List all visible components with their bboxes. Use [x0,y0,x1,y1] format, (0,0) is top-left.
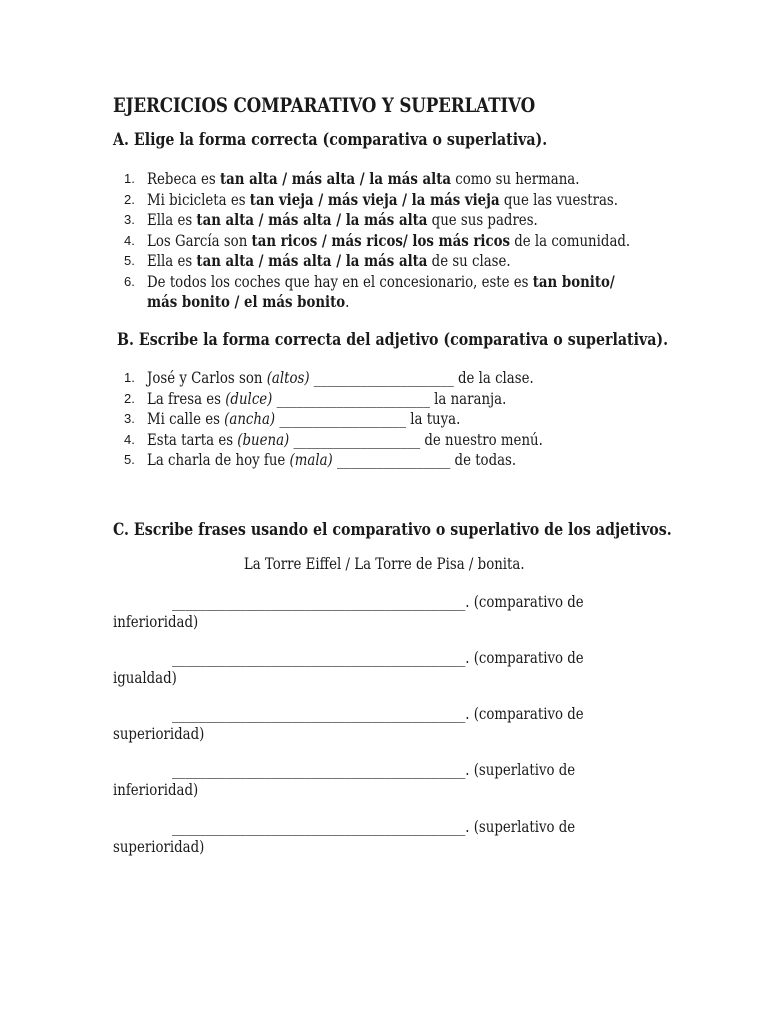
sentence-line: ____________________________________________. (superlativo de [172,818,576,836]
item-number: 4. [124,232,135,248]
section-b-heading: B. Escribe la forma correcta del adjetivo (comparativa o superlativa). [117,330,669,349]
item-text: La charla de hoy fue (mala) _________________ de todas. [147,451,517,469]
item-number: 2. [124,191,135,207]
answer-blank[interactable]: ____________________________________________ [172,593,466,611]
adjective-hint: (altos) [266,369,310,387]
adjective-hint: (dulce) [225,389,273,408]
item-text: Los García son tan ricos / más ricos/ los más ricos de la comunidad. [147,230,631,250]
sentence-line: ____________________________________________. (comparativo de [172,593,584,611]
item-text: Esta tarta es (buena) ___________________ de nuestro menú. [147,430,543,449]
sentence-line: ____________________________________________. (comparativo de [172,705,584,723]
item-number: 2. [124,390,135,406]
answer-blank[interactable]: _________________ [332,451,455,469]
sentence-line: ____________________________________________. (comparativo de [172,649,584,667]
answer-options: tan alta / más alta / la más alta [196,210,428,229]
adjective-hint: (mala) [289,451,333,469]
section-c-heading: C. Escribe frases usando el comparativo o superlativo de los adjetivos. [113,520,672,539]
item-number: 3. [124,212,135,227]
answer-blank[interactable]: ____________________________________________ [172,818,466,836]
item-number: 5. [124,253,135,268]
adjective-hint: (buena) [237,430,290,449]
item-number: 1. [124,370,135,385]
sentence-type: igualdad) [113,669,177,687]
item-text: José y Carlos son (altos) _____________________ de la clase. [147,369,534,387]
answer-blank[interactable]: ____________________________________________ [172,761,466,779]
answer-blank[interactable]: ____________________________________________ [172,649,466,667]
answer-options: tan alta / más alta / la más alta [196,251,428,270]
worksheet-title: EJERCICIOS COMPARATIVO Y SUPERLATIVO [113,94,536,117]
sentence-line: ____________________________________________. (superlativo de [172,761,576,779]
sentence-type: superioridad) [113,725,205,743]
answer-blank[interactable]: _______________________ [272,389,435,408]
section-a-heading: A. Elige la forma correcta (comparativa o superlativa). [113,130,548,149]
item-text: Mi calle es (ancha) ___________________ la tuya. [147,410,461,428]
answer-blank[interactable]: _____________________ [309,369,458,387]
item-text: De todos los coches que hay en el concesionario, este es tan bonito/ [147,271,615,291]
answer-options: tan alta / más alta / la más alta [219,169,451,188]
item-number: 6. [124,273,135,289]
answer-blank[interactable]: ___________________ [275,410,411,428]
item-text: Rebeca es tan alta / más alta / la más alta como su hermana. [147,169,580,188]
sentence-type: superioridad) [113,838,205,856]
sentence-type: inferioridad) [113,613,199,631]
item-number: 4. [124,431,135,447]
answer-blank[interactable]: ___________________ [289,430,425,449]
answer-options: tan bonito/ [532,271,615,291]
adjective-hint: (ancha) [224,410,276,428]
item-text: Ella es tan alta / más alta / la más alta de su clase. [147,251,511,270]
item-number: 1. [124,171,135,186]
item-number: 3. [124,411,135,426]
answer-options: tan ricos / más ricos/ los más ricos [251,230,511,250]
answer-options: más bonito / el más bonito [147,292,346,311]
item-number: 5. [124,452,135,467]
answer-blank[interactable]: ____________________________________________ [172,705,466,723]
answer-options: tan vieja / más vieja / la más vieja [249,189,500,209]
item-text: Mi bicicleta es tan vieja / más vieja / la más vieja que las vuestras. [147,189,618,209]
item-text: más bonito / el más bonito. [147,292,350,311]
item-text: Ella es tan alta / más alta / la más alta que sus padres. [147,210,538,229]
sentence-type: inferioridad) [113,781,199,799]
item-text: La fresa es (dulce) _______________________ la naranja. [147,389,507,408]
section-c-prompt: La Torre Eiffel / La Torre de Pisa / bonita. [243,555,525,573]
